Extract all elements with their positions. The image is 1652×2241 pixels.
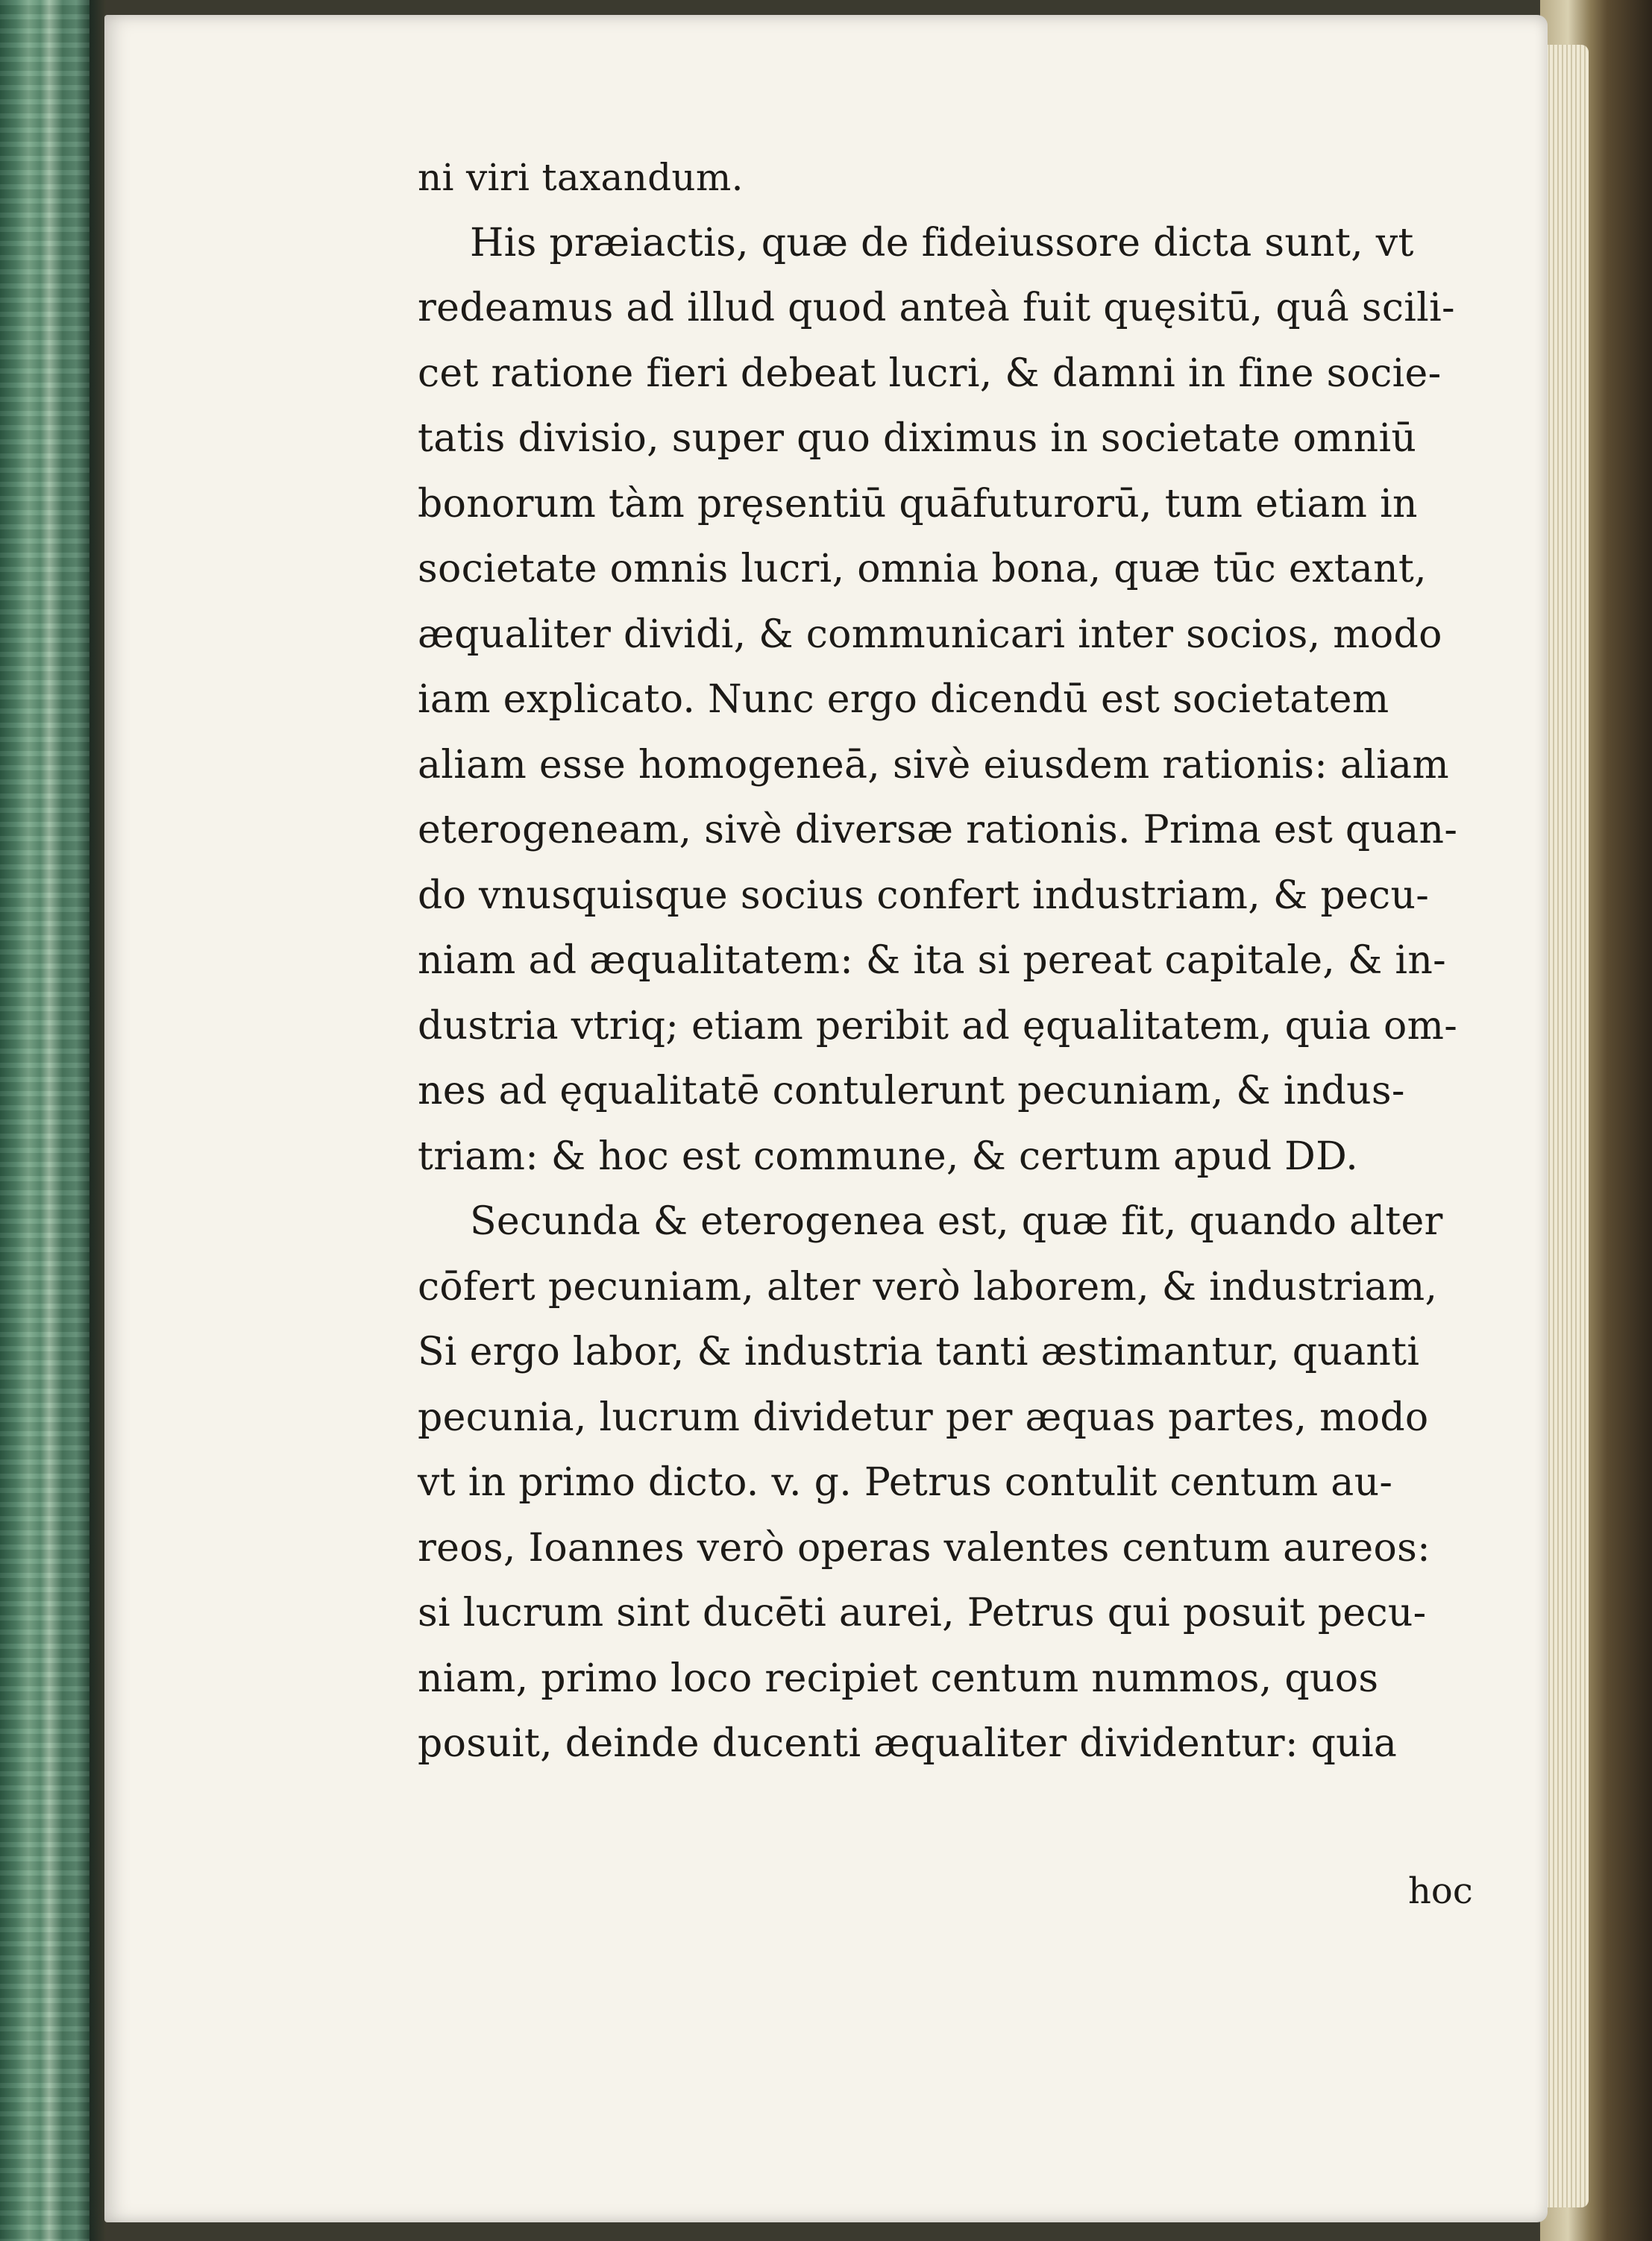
text-line: tatis divisio, super quo diximus in societate omniū — [418, 416, 1417, 461]
text-line: reos, Ioannes verò operas valentes centum aureos: — [418, 1525, 1430, 1571]
text-line: dustria vtriq; etiam peribit ad ęqualitatem, quia om- — [418, 1003, 1458, 1049]
text-line: eterogeneam, sivè diversæ rationis. Prima est quan- — [418, 808, 1458, 852]
gutter-shadow — [89, 0, 106, 2241]
text-line: cōfert pecuniam, alter verò laborem, & industriam, — [418, 1264, 1438, 1310]
text-line: aliam esse homogeneā, sivè eiusdem rationis: aliam — [418, 742, 1449, 788]
text-line: posuit, deinde ducenti æqualiter dividentur: quia — [418, 1721, 1398, 1766]
text-line: vt in primo dicto. v. g. Petrus contulit centum au- — [418, 1460, 1393, 1505]
text-line: cet ratione fieri debeat lucri, & damni in fine socie- — [418, 351, 1442, 396]
text-line: bonorum tàm pręsentiū quāfuturorū, tum etiam in — [418, 481, 1418, 527]
text-line: Si ergo labor, & industria tanti æstimantur, quanti — [418, 1330, 1420, 1374]
text-line: si lucrum sint ducēti aurei, Petrus qui posuit pecu- — [418, 1591, 1427, 1635]
marbled-book-edge — [0, 0, 89, 2241]
catchword: hoc — [1408, 1870, 1473, 1912]
text-line: pecunia, lucrum dividetur per æquas partes, modo — [418, 1395, 1429, 1440]
text-line: æqualiter dividi, & communicari inter socios, modo — [418, 612, 1442, 657]
text-line: iam explicato. Nunc ergo dicendū est societatem — [418, 677, 1389, 722]
text-line-paragraph-start: His præiactis, quæ de fideiussore dicta sunt, vt — [470, 220, 1414, 265]
text-line: do vnusquisque socius confert industriam, & pecu- — [418, 873, 1430, 918]
text-line: societate omnis lucri, omnia bona, quæ tūc extant, — [418, 547, 1427, 591]
text-line: nes ad ęqualitatē contulerunt pecuniam, & indus- — [418, 1069, 1405, 1113]
text-line: niam, primo loco recipiet centum nummos, quos — [418, 1656, 1379, 1701]
text-line-paragraph-start: Secunda & eterogenea est, quæ fit, quando alter — [470, 1199, 1443, 1244]
text-line: triam: & hoc est commune, & certum apud DD. — [418, 1134, 1359, 1179]
text-line: redeamus ad illud quod anteà fuit quęsitū, quâ scili- — [418, 286, 1455, 330]
text-line: niam ad æqualitatem: & ita si pereat capitale, & in- — [418, 938, 1446, 983]
page-text — [418, 145, 1536, 1777]
text-line: ni viri taxandum. — [418, 156, 744, 199]
